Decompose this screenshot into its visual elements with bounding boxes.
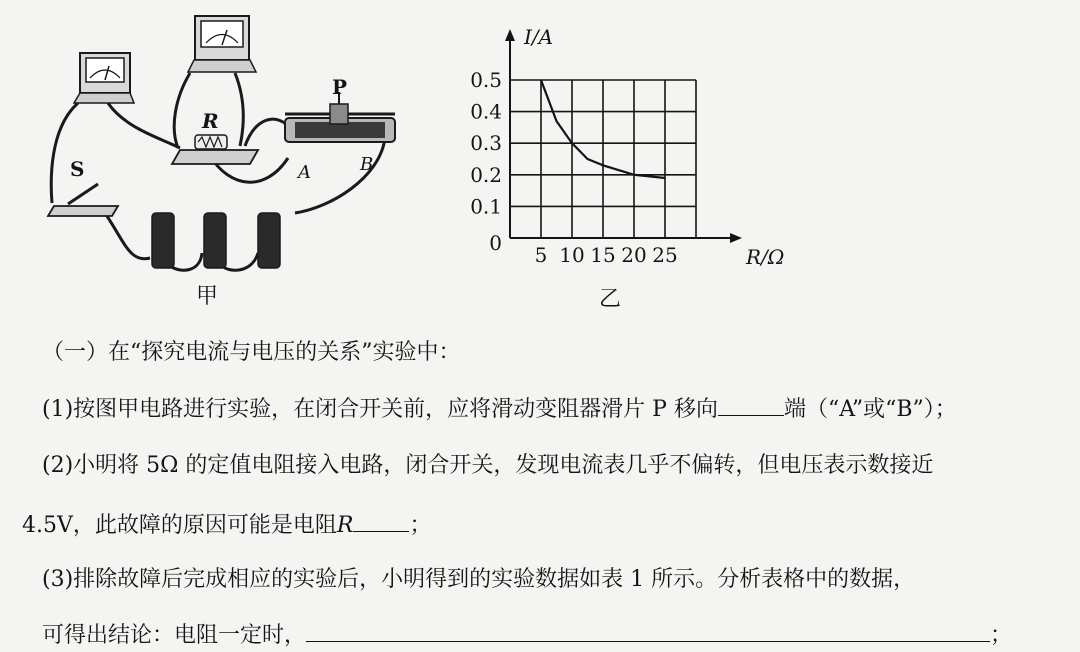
y-tick-label: 0.3 <box>470 131 502 156</box>
y-tick-label: 0.2 <box>470 162 502 187</box>
question-2-line-2: 4.5V，此故障的原因可能是电阻R ； <box>22 509 431 541</box>
switch <box>48 157 118 216</box>
y-tick-label: 0.5 <box>470 68 502 92</box>
x-tick-label: 5 <box>534 243 548 267</box>
rheostat <box>285 75 395 183</box>
ammeter <box>74 53 134 103</box>
question-1: (1)按图甲电路进行实验，在闭合开关前，应将滑动变阻器滑片 P 移向 端（“A”或“B”）； <box>42 393 957 425</box>
x-tick-label: 20 <box>621 243 647 267</box>
chart-x-axis-label: R/Ω <box>746 245 785 269</box>
fixed-resistor <box>172 109 258 164</box>
chart-y-axis-label: I/A <box>524 25 554 49</box>
voltmeter <box>188 16 256 72</box>
section-title: （一）在“探究电流与电压的关系”实验中： <box>42 340 461 365</box>
resistor-label: R <box>202 109 219 133</box>
x-tick-label: 15 <box>590 243 616 267</box>
x-tick-label: 25 <box>652 243 678 267</box>
circuit-diagram <box>30 8 430 308</box>
answer-blank-1[interactable] <box>718 393 784 416</box>
chart-caption: 乙 <box>599 287 622 312</box>
y-tick-label: 0.1 <box>470 194 502 219</box>
slider-label: P <box>332 75 348 99</box>
end-a-label: A <box>298 162 311 183</box>
question-2-line-1: (2)小明将 5Ω 的定值电阻接入电路，闭合开关，发现电流表几乎不偏转，但电压表示数接近 <box>42 453 934 478</box>
question-3-line-1: (3)排除故障后完成相应的实验后，小明得到的实验数据如表 1 所示。分析表格中的数据， <box>42 567 916 592</box>
y-tick-label: 0.4 <box>470 99 502 124</box>
batteries <box>152 213 280 268</box>
switch-label: S <box>70 157 85 181</box>
figure-jia-label: 甲 <box>196 284 219 309</box>
answer-blank-2[interactable] <box>353 509 409 532</box>
question-3-line-2: 可得出结论：电阻一定时， ； <box>42 619 1012 651</box>
end-b-label: B <box>360 154 374 175</box>
x-axis-arrow <box>730 233 742 243</box>
current-resistance-chart <box>455 20 785 312</box>
answer-blank-3[interactable] <box>306 619 990 642</box>
y-tick-label: 0 <box>489 231 502 255</box>
y-axis-arrow <box>505 29 515 41</box>
chart-grid <box>510 80 696 238</box>
x-tick-label: 10 <box>559 243 585 267</box>
